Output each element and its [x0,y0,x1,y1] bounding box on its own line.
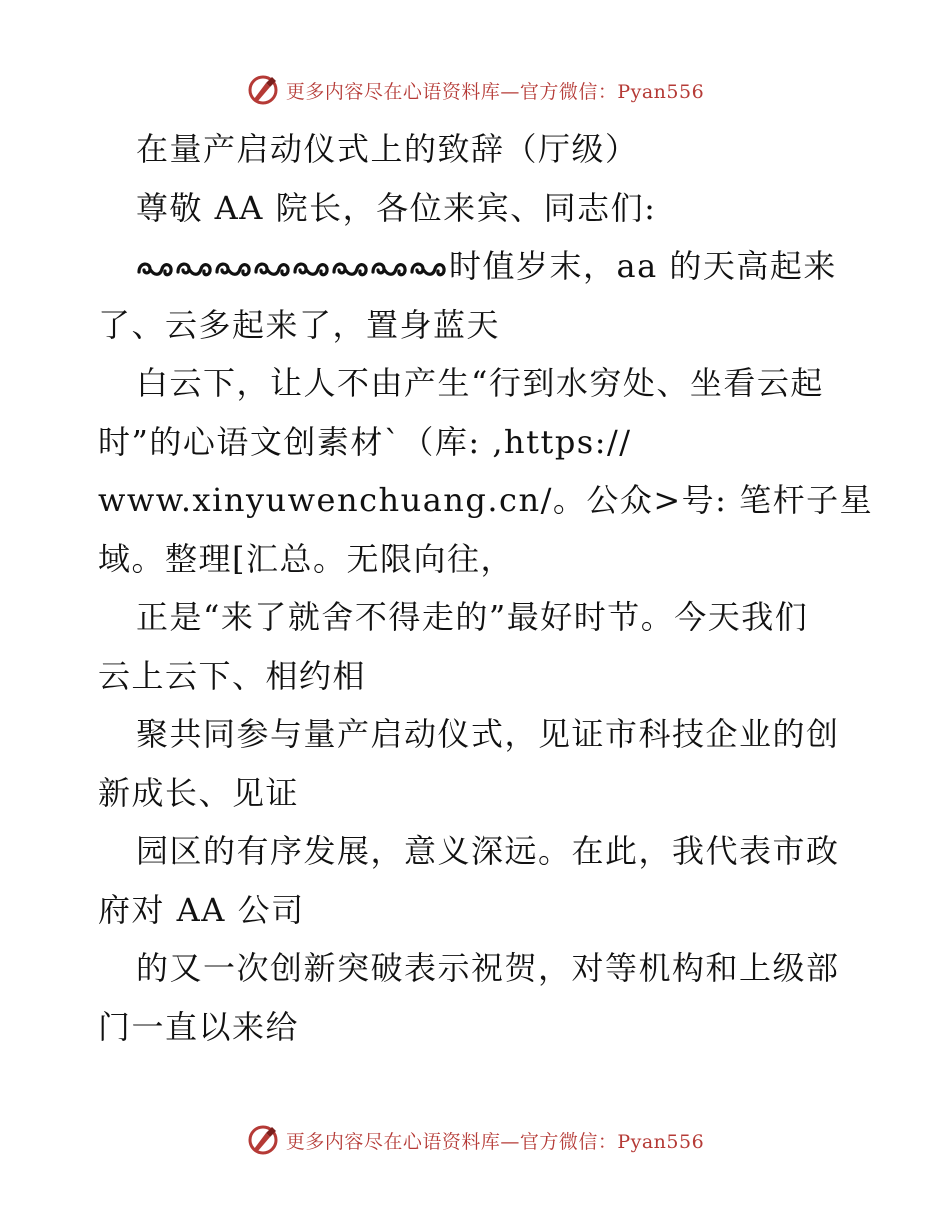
footer-banner-text: 更多内容尽在心语资料库—官方微信：Pyan556 [285,1130,705,1153]
curl-ornament-icon [292,256,330,282]
paragraph-line: 云上云下、相约相 [98,656,367,695]
header-banner [0,70,950,110]
paragraph-line: 时”的心语文创素材`（库: ,https:// [98,422,632,461]
paragraph-line: 新成长、见证 [98,773,300,812]
curl-ornament-icon [331,256,369,282]
paragraph-line: www.xinyuwenchuang.cn/。公众>号: 笔杆子星 [98,481,874,519]
paragraph-line: 白云下，让人不由产生“行到水穷处、坐看云起 [136,364,824,402]
paragraph-line: 府对 AA 公司 [98,890,305,929]
paragraph-line: 了、云多起来了，置身蓝天 [98,305,501,344]
pen-logo-icon [246,1123,280,1157]
curl-ornament-icon [370,256,408,282]
document-title: 在量产启动仪式上的致辞（厅级） [136,130,639,168]
document-body [98,120,874,1056]
salutation: 尊敬 AA 院长，各位来宾、同志们: [136,188,657,227]
paragraph-line: 域。整理[汇总。无限向往， [98,539,514,578]
paragraph-line: 聚共同参与量产启动仪式，见证市科技企业的创 [136,715,840,753]
curl-ornament-icon [175,256,213,282]
paragraph-line: 门一直以来给 [98,1007,300,1046]
ornament-row [136,256,447,282]
paragraph-line: 园区的有序发展，意义深远。在此，我代表市政 [136,832,840,870]
curl-ornament-icon [409,256,447,282]
header-banner-text: 更多内容尽在心语资料库—官方微信：Pyan556 [285,80,705,103]
footer-banner-inner [246,1123,704,1157]
footer-banner [0,1120,950,1160]
header-banner-inner [246,73,704,107]
paragraph-text: 时值岁末，aa 的天高起来 [449,247,837,285]
paragraph-line: 正是“来了就舍不得走的”最好时节。今天我们 [136,598,809,636]
paragraph-line: 的又一次创新突破表示祝贺，对等机构和上级部 [136,949,840,987]
pen-logo-icon [246,73,280,107]
curl-ornament-icon [136,256,174,282]
paragraph-line [98,237,858,296]
curl-ornament-icon [253,256,291,282]
curl-ornament-icon [214,256,252,282]
